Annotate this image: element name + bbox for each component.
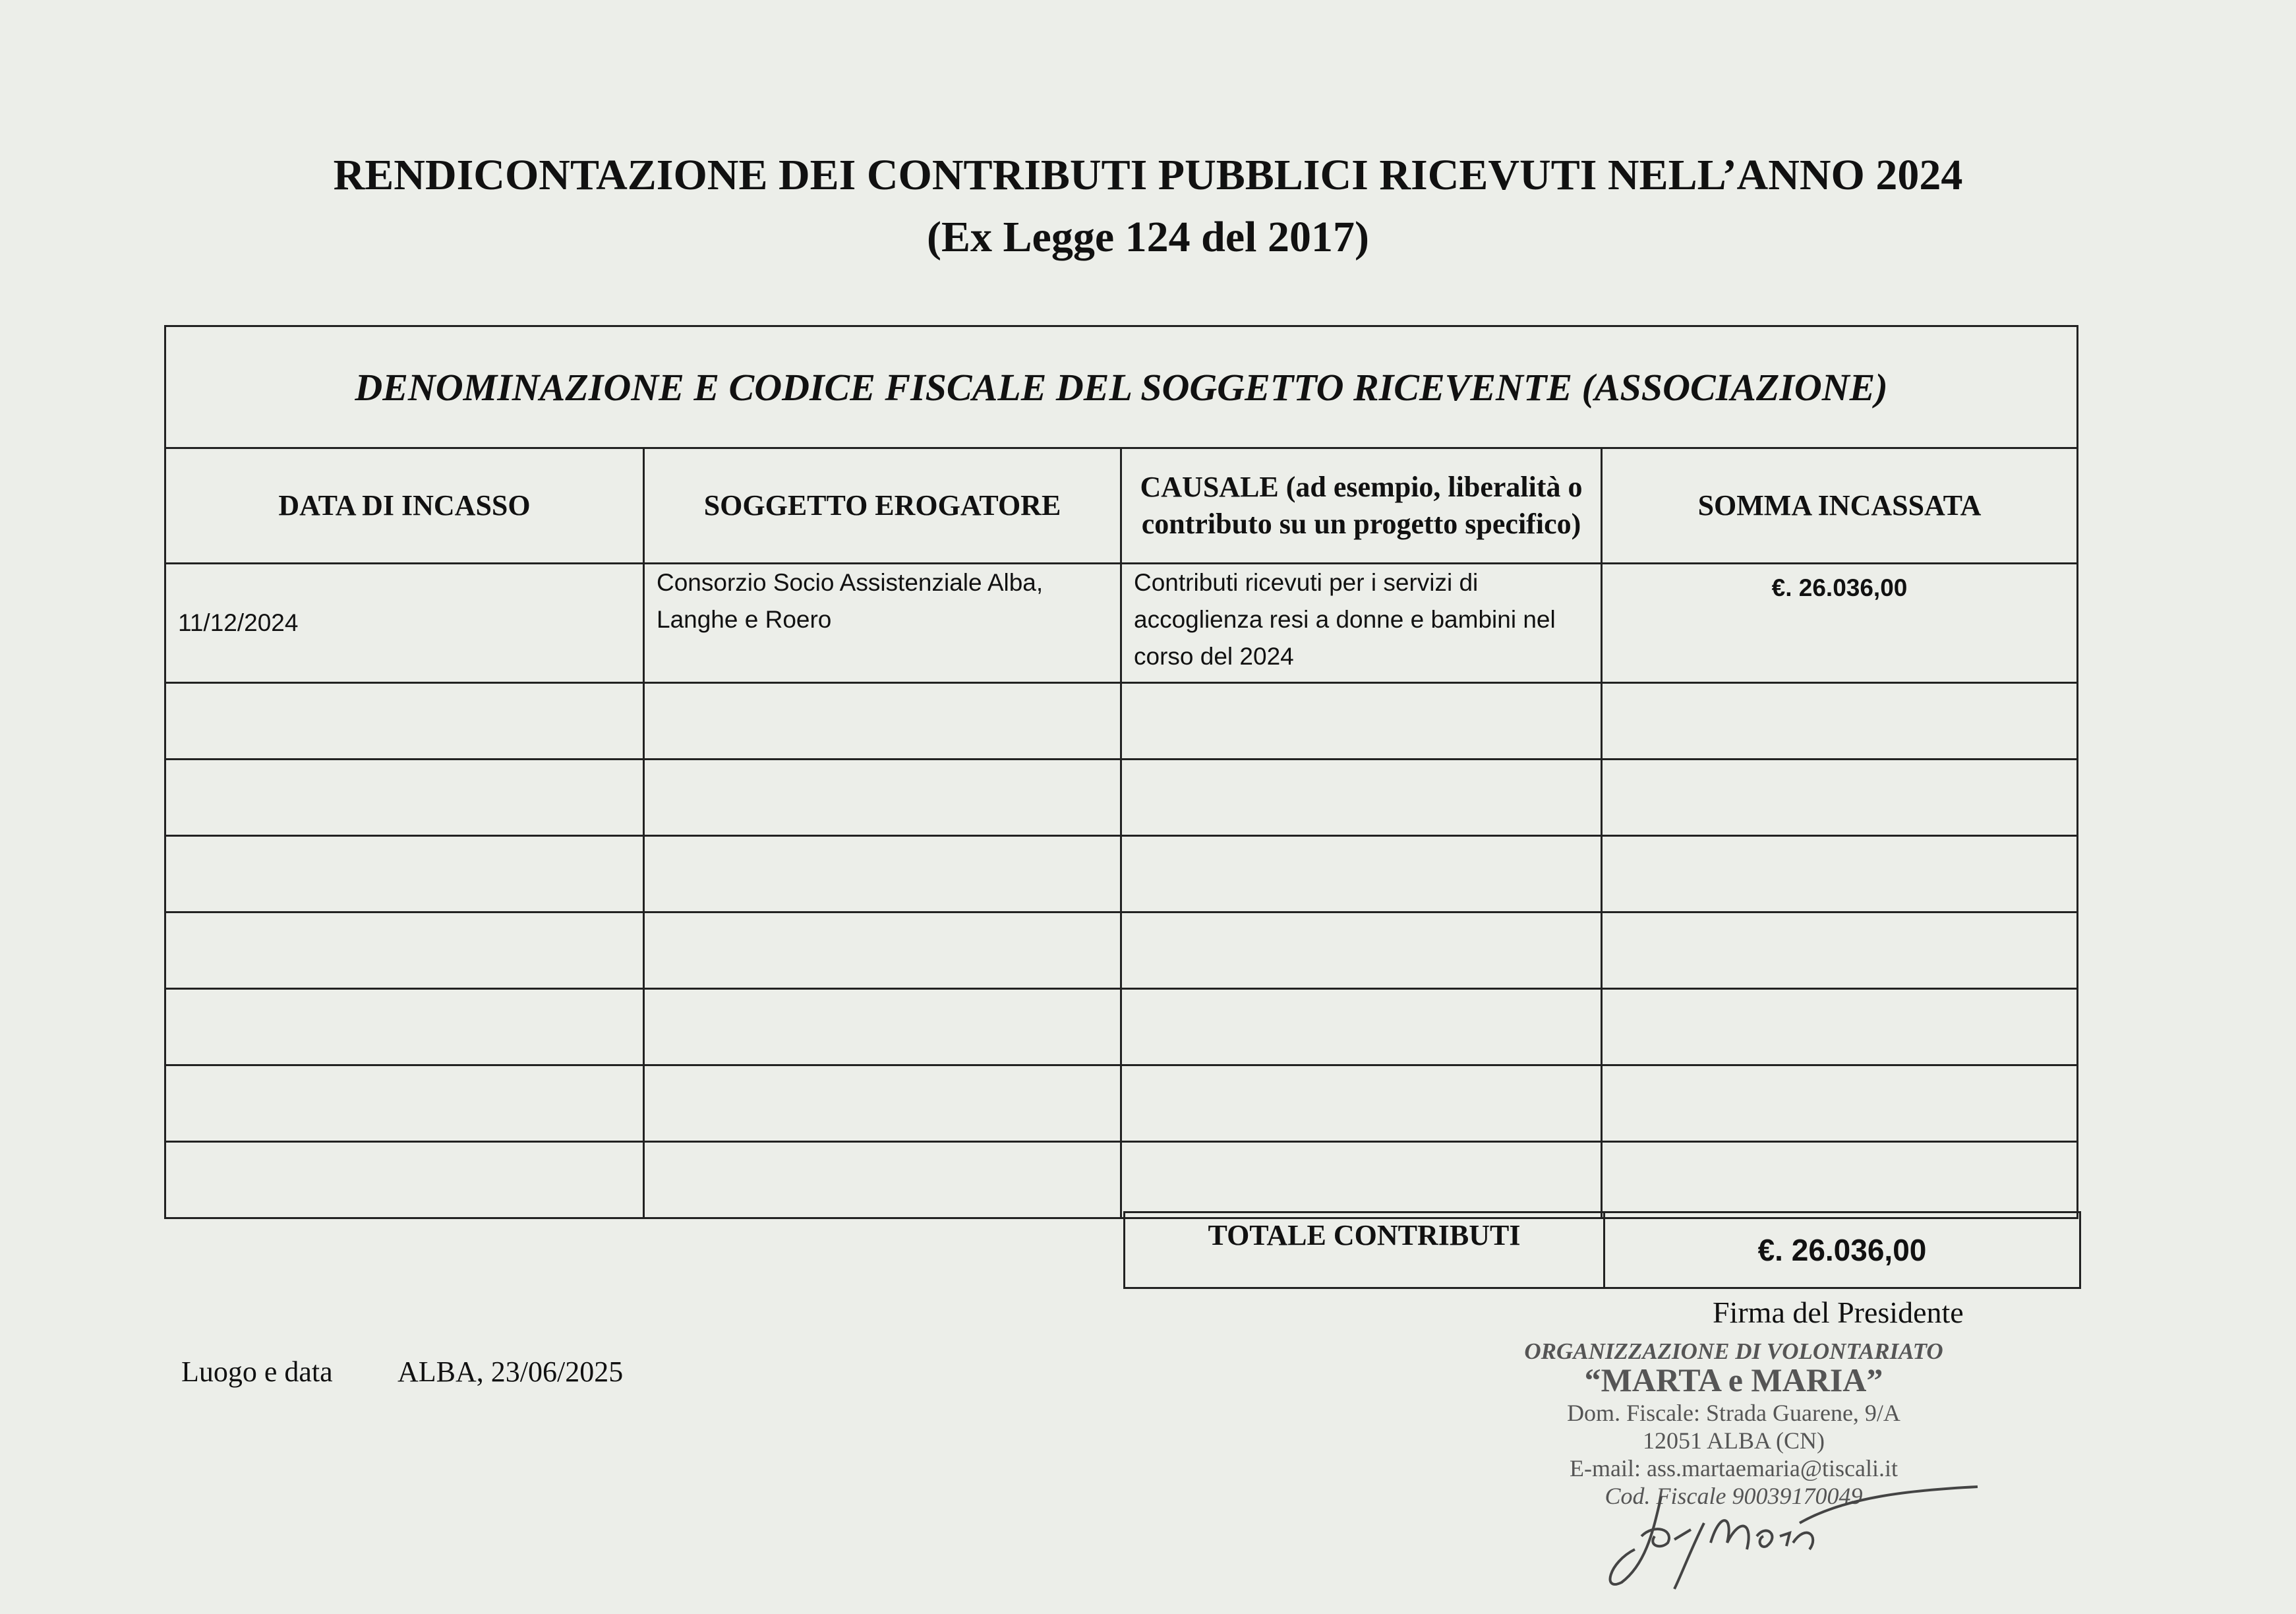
column-header-date: DATA DI INCASSO [165, 448, 644, 564]
stamp-fiscal-code: Cod. Fiscale 90039170049 [1604, 1483, 1863, 1509]
place-date-label: Luogo e data [181, 1356, 333, 1388]
total-value: €. 26.036,00 [1604, 1212, 2080, 1288]
contributions-table [164, 325, 2078, 1219]
column-header-donor: SOGGETTO EROGATORE [644, 448, 1121, 564]
cell-date: 11/12/2024 [165, 564, 644, 683]
handwritten-signature [1582, 1483, 1991, 1596]
total-label: TOTALE CONTRIBUTI [1125, 1212, 1604, 1288]
document-title: RENDICONTAZIONE DEI CONTRIBUTI PUBBLICI RICEVUTI NELL’ANNO 2024 [333, 151, 1963, 199]
stamp-address: Dom. Fiscale: Strada Guarene, 9/A [1567, 1400, 1900, 1426]
empty-row [165, 1142, 2078, 1218]
stamp-city: 12051 ALBA (CN) [1642, 1427, 1825, 1454]
cell-reason: Contributi ricevuti per i servizi di accoglienza resi a donne e bambini nel corso del 2024 [1121, 564, 1602, 683]
empty-row [165, 836, 2078, 912]
signature-label: Firma del Presidente [1713, 1296, 1964, 1329]
column-header-amount: SOMMA INCASSATA [1602, 448, 2078, 564]
place-date-value: ALBA, 23/06/2025 [397, 1356, 624, 1388]
recipient-header: DENOMINAZIONE E CODICE FISCALE DEL SOGGETTO RICEVENTE (ASSOCIAZIONE) [165, 326, 2078, 448]
column-header-reason: CAUSALE (ad esempio, liberalità o contributo su un progetto specifico) [1121, 448, 1602, 564]
cell-donor: Consorzio Socio Assistenziale Alba, Langhe e Roero [644, 564, 1121, 683]
document-subtitle: (Ex Legge 124 del 2017) [927, 213, 1369, 261]
empty-row [165, 989, 2078, 1065]
cell-amount: €. 26.036,00 [1602, 564, 2078, 683]
stamp-org-name: “MARTA e MARIA” [1584, 1361, 1883, 1398]
empty-row [165, 1065, 2078, 1142]
empty-row [165, 683, 2078, 760]
stamp-line: ORGANIZZAZIONE DI VOLONTARIATO [1524, 1338, 1943, 1364]
empty-row [165, 760, 2078, 836]
stamp-email: E-mail: ass.martaemaria@tiscali.it [1570, 1455, 1898, 1481]
total-table [1123, 1211, 2081, 1289]
empty-row [165, 912, 2078, 989]
table-row [165, 564, 2078, 683]
